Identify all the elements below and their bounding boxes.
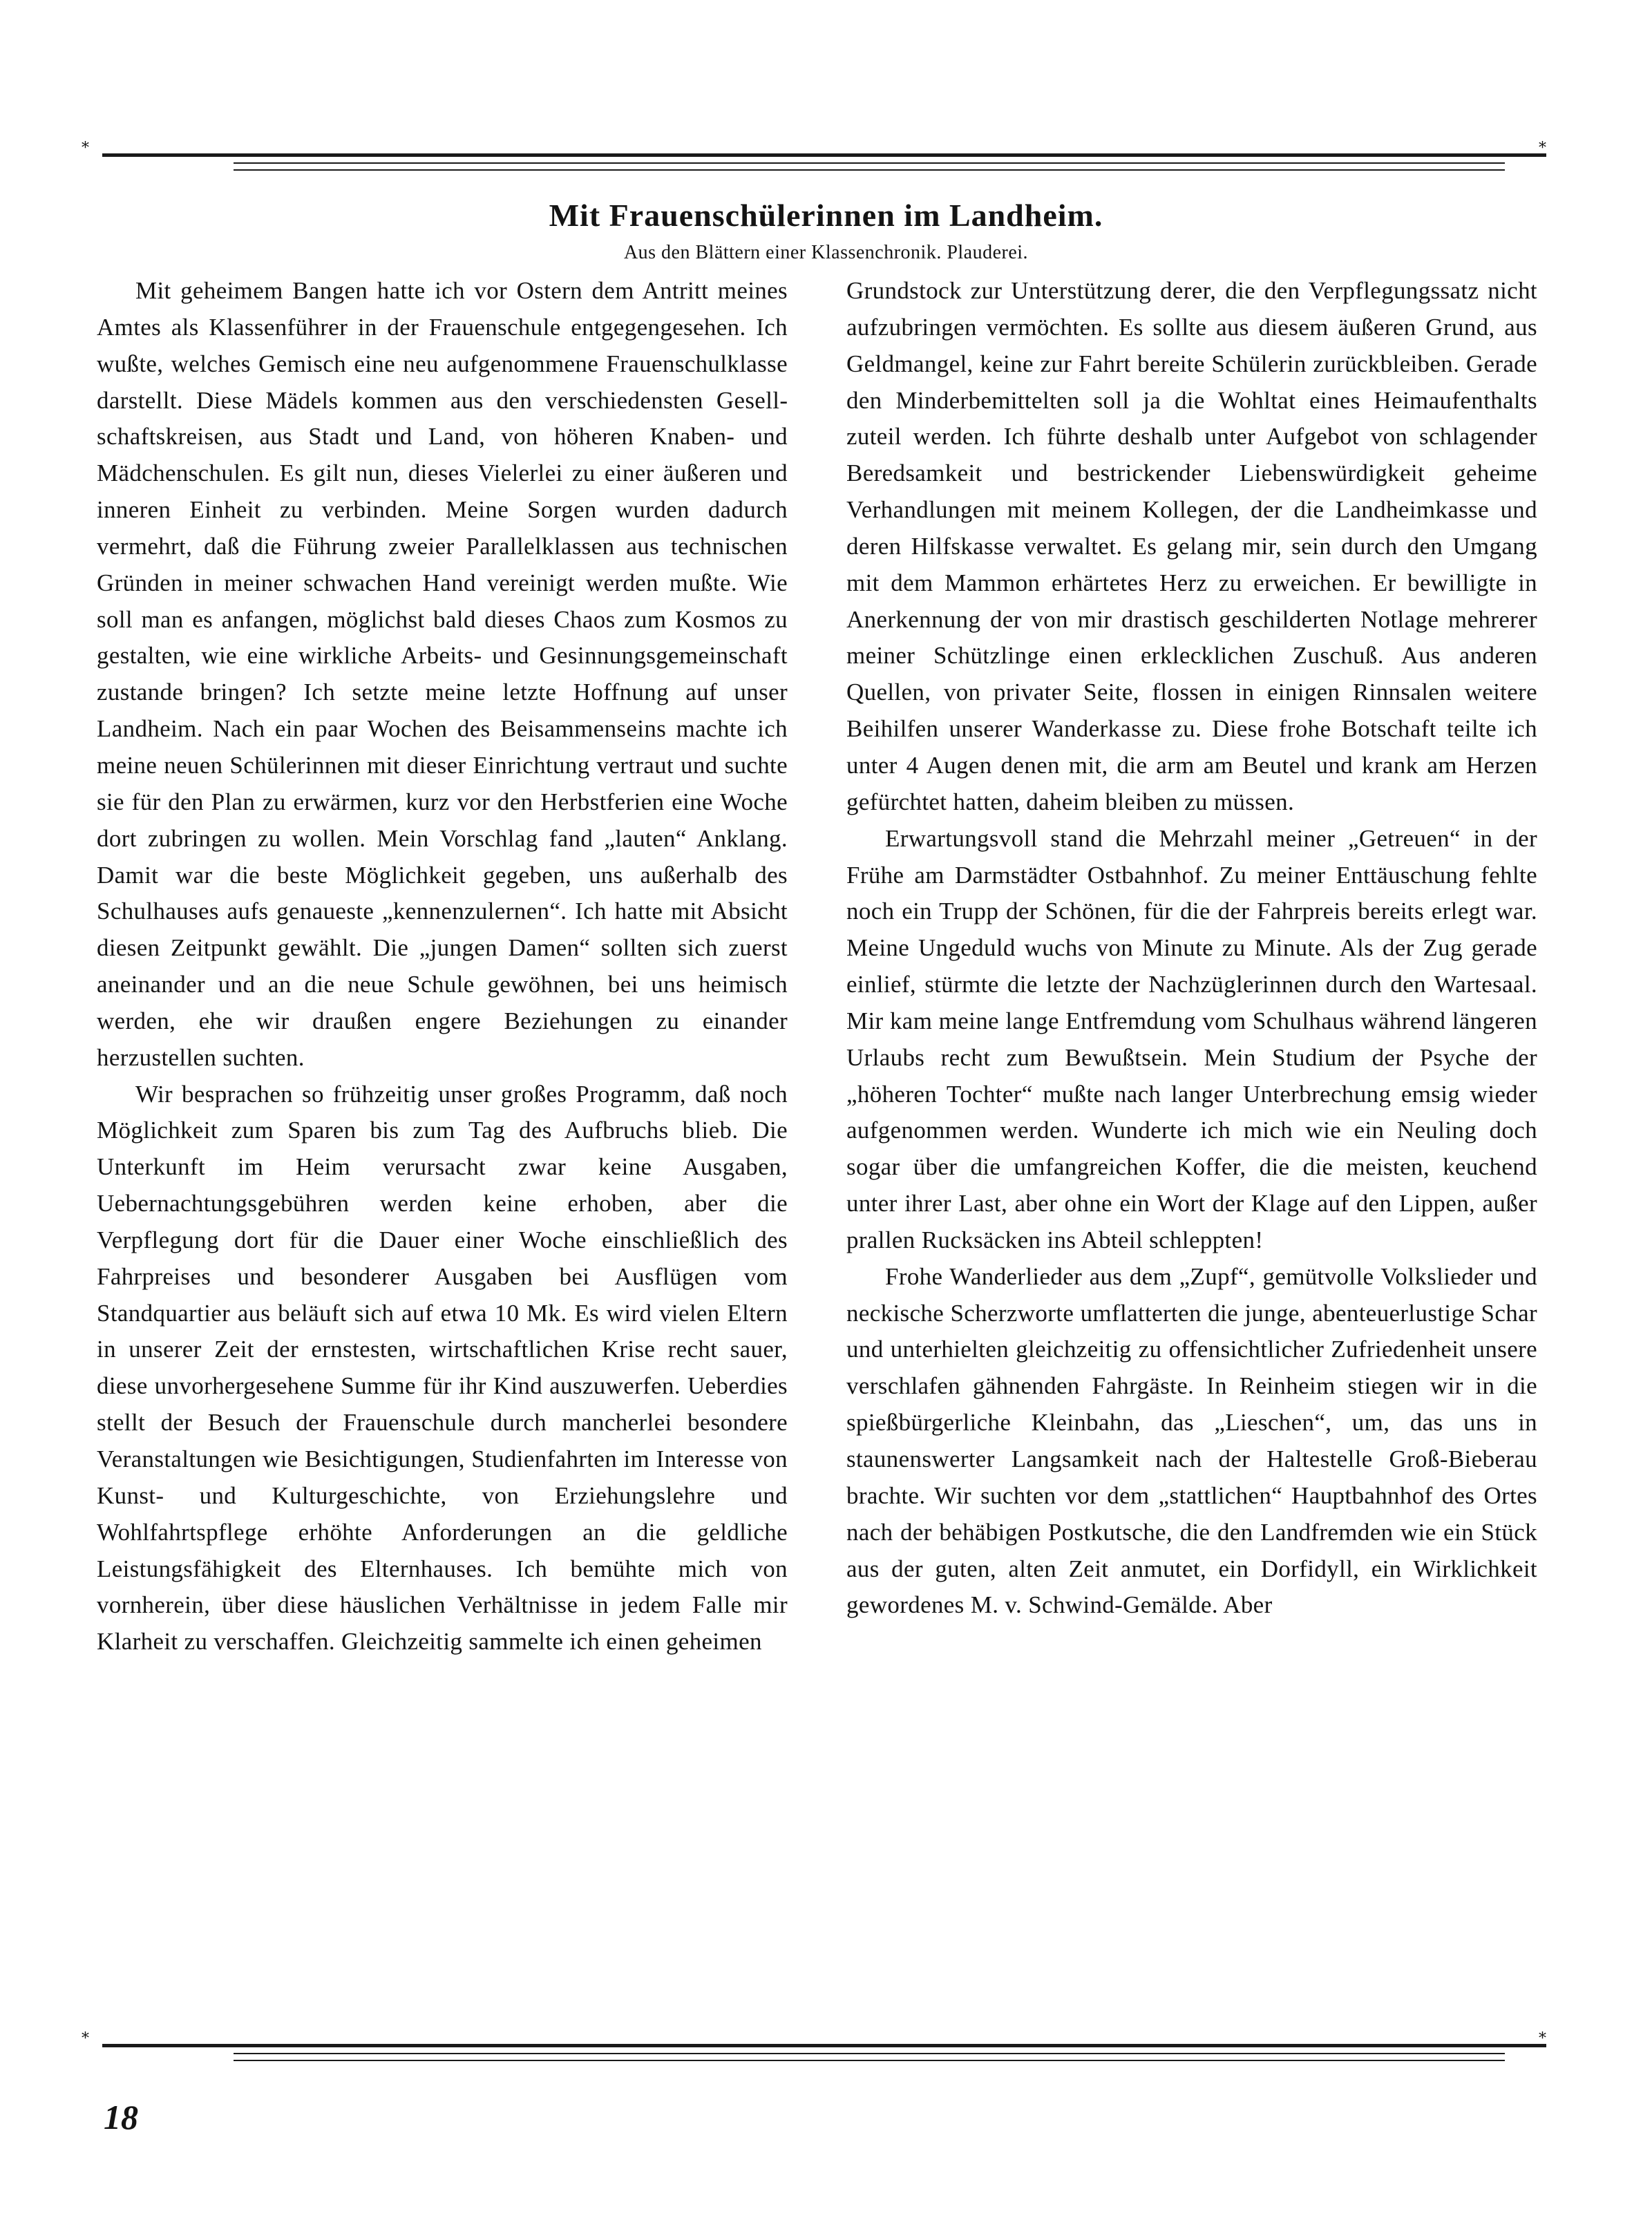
paragraph: Mit geheimem Bangen hatte ich vor Ostern dem Antritt meines Amtes als Klassenführer in der Frauenschule entgegengesehen. Ich wußte, welches Gemisch eine neu aufgenommene Frauenschulklasse darstellt. Diese Mädels kommen aus den verschiedensten Gesellschaftskreisen, aus Stadt und Land, von höheren Knaben- und Mädchenschulen. Es gilt nun, dieses Vielerlei zu einer äußeren und inneren Einheit zu verbinden. Meine Sorgen wurden dadurch vermehrt, daß die Führung zweier Parallelklassen aus technischen Gründen in meiner schwachen Hand vereinigt werden mußte. Wie soll man es anfangen, möglichst bald dieses Chaos zum Kosmos zu gestalten, wie eine wirkliche Arbeits- und Gesinnungsgemeinschaft zustande bringen? Ich setzte meine letzte Hoffnung auf unser Landheim. Nach ein paar Wochen des Beisammenseins machte ich meine neuen Schülerinnen mit dieser Einrichtung vertraut und suchte sie für den Plan zu erwärmen, kurz vor den Herbstferien eine Woche dort zubringen zu wollen. Mein Vorschlag fand „lauten“ Anklang. Damit war die beste Möglichkeit gegeben, uns außerhalb des Schulhauses aufs genaueste „kennenzulernen“. Ich hatte mit Absicht diesen Zeitpunkt gewählt. Die „jungen Damen“ sollten sich zuerst aneinander und an die neue Schule gewöhnen, bei uns heimisch werden, ehe wir draußen engere Beziehungen zu einander herzustellen suchten.: [97, 277, 788, 1071]
star-ornament-left: *: [82, 140, 89, 157]
rule-line-thin: [234, 2060, 1505, 2061]
paragraph: Frohe Wanderlieder aus dem „Zupf“, gemütvolle Volkslieder und neckische Scherzworte umflatterten die junge, abenteuerlustige Schar und unterhielten gleichzeitig zu offensichtlicher Zufriedenheit unsere verschlafen gähnenden Fahrgäste. In Reinheim stiegen wir in die spießbürgerliche Kleinbahn, das „Lieschen“, um, das uns in staunenswerter Langsamkeit nach der Haltestelle Groß-Bieberau brachte. Wir suchten vor dem „stattlichen“ Hauptbahnhof des Ortes nach der behäbigen Postkutsche, die den Landfremden wie ein Stück aus der guten, alten Zeit anmutet, ein Dorfidyll, ein Wirklichkeit gewordenes M. v. Schwind-Gemälde. Aber: [846, 1262, 1537, 1619]
bottom-ornamental-rule: [82, 2030, 1546, 2061]
top-ornamental-rule: [82, 140, 1546, 171]
page-number: 18: [104, 2098, 138, 2136]
right-column: [846, 273, 1537, 1624]
star-ornament-right: *: [1539, 2030, 1546, 2047]
paragraph: Erwartungsvoll stand die Mehrzahl meiner „Getreuen“ in der Frühe am Darmstädter Ostbahnhof. Zu meiner Enttäuschung fehlte noch ein Trupp der Schönen, für die der Fahrpreis bereits erlegt war. Meine Ungeduld wuchs von Minute zu Minute. Als der Zug gerade einlief, stürmte die letzte der Nachzüglerinnen durch den Wartesaal. Mir kam meine lange Entfremdung vom Schulhaus während längeren Urlaubs recht zum Bewußtsein. Mein Studium der Psyche der „höheren Tochter“ mußte nach langer Unterbrechung emsig wieder aufgenommen werden. Wunderte ich mich wie ein Neuling doch sogar über die umfangreichen Koffer, die die meisten, keuchend unter ihrer Last, aber ohne ein Wort der Klage auf den Lippen, außer prallen Rucksäcken ins Abteil schleppten!: [846, 824, 1537, 1253]
star-ornament-right: *: [1539, 140, 1546, 157]
rule-line-thin: [234, 2053, 1505, 2054]
article-title: Mit Frauenschülerinnen im Landheim.: [549, 198, 1103, 233]
rule-line-thick: [102, 2044, 1546, 2047]
article-subtitle: Aus den Blättern einer Klassenchronik. Plauderei.: [623, 242, 1029, 263]
paragraph: Wir besprachen so frühzeitig unser großes Programm, daß noch Möglichkeit zum Sparen bis zum Tag des Aufbruchs blieb. Die Unterkunft im Heim verursacht zwar keine Ausgaben, Uebernachtungsgebühren werden keine erhoben, aber die Verpflegung dort für die Dauer einer Woche einschließlich des Fahrpreises und besonderer Ausgaben bei Ausflügen vom Standquartier aus beläuft sich auf etwa 10 Mk. Es wird vielen Eltern in unserer Zeit der ernstesten, wirtschaftlichen Krise recht sauer, diese unvorhergesehene Summe für ihr Kind auszuwerfen. Ueberdies stellt der Besuch der Frauenschule durch mancherlei besondere Veranstaltungen wie Besichtigungen, Studienfahrten im Interesse von Kunst- und Kulturgeschichte, von Erziehungslehre und Wohlfahrtspflege erhöhte Anforderungen an die geldliche Leistungsfähigkeit des Elternhauses. Ich bemühte mich von vornherein, über diese häuslichen Verhältnisse in jedem Falle mir Klarheit zu verschaffen. Gleichzeitig sammelte ich einen geheimen: [97, 1080, 788, 1656]
rule-line-thin: [234, 169, 1505, 171]
paragraph: Grundstock zur Unterstützung derer, die den Verpflegungssatz nicht aufzubringen vermöchten. Es sollte aus diesem äußeren Grund, aus Geldmangel, keine zur Fahrt bereite Schülerin zurückbleiben. Gerade den Minderbemittelten soll ja die Wohltat eines Heimaufenthalts zuteil werden. Ich führte deshalb unter Aufgebot von schlagender Beredsamkeit und bestrickender Liebenswürdigkeit geheime Verhandlungen mit meinem Kollegen, der die Landheimkasse und deren Hilfskasse verwaltet. Es gelang mir, sein durch den Umgang mit dem Mammon erhärtetes Herz zu erweichen. Er bewilligte in Anerkennung der von mir drastisch geschilderten Notlage mehrerer meiner Schützlinge einen erklecklichen Zuschuß. Aus anderen Quellen, von privater Seite, flossen in einigen Rinnsalen weitere Beihilfen unserer Wanderkasse zu. Diese frohe Botschaft teilte ich unter 4 Augen denen mit, die arm am Beutel und krank am Herzen gefürchtet hatten, daheim bleiben zu müssen.: [846, 277, 1537, 815]
rule-line-thin: [234, 162, 1505, 164]
star-ornament-left: *: [82, 2030, 89, 2047]
left-column: [97, 273, 788, 1660]
rule-line-thick: [102, 153, 1546, 157]
